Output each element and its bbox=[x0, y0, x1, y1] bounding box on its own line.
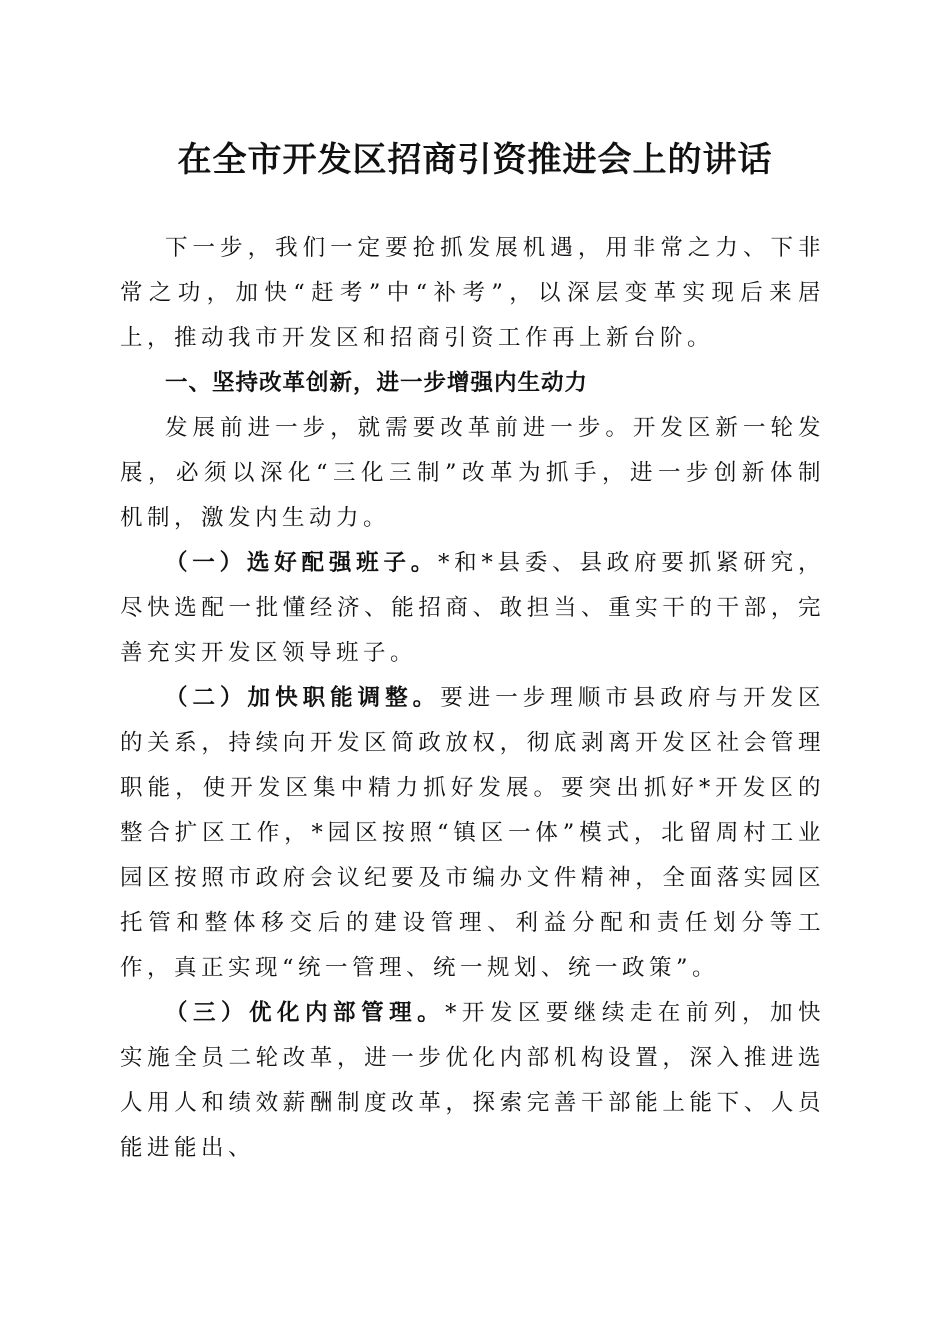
item-lead-1: （一）选好配强班子。 bbox=[165, 550, 439, 576]
item-paragraph-3 bbox=[120, 991, 825, 1171]
item-text-2: 要进一步理顺市县政府与开发区的关系，持续向开发区简政放权，彻底剥离开发区社会管理职能，使开发区集中精力抓好发展。要突出抓好*开发区的整合扩区工作，*园区按照“镇区一体”模式，北留周村工业园区按照市政府会议纪要及市编办文件精神，全面落实园区托管和整体移交后的建设管理、利益分配和责任划分等工作，真正实现“统一管理、统一规划、统一政策”。 bbox=[120, 685, 825, 981]
document-title: 在全市开发区招商引资推进会上的讲话 bbox=[177, 140, 773, 180]
document-body bbox=[120, 226, 825, 1171]
section-heading: 一、坚持改革创新，进一步增强内生动力 bbox=[165, 370, 589, 396]
item-paragraph-1 bbox=[120, 541, 825, 676]
item-lead-2: （二）加快职能调整。 bbox=[165, 685, 441, 711]
intro-paragraph: 下一步，我们一定要抢抓发展机遇，用非常之力、下非常之功，加快“赶考”中“补考”，以深层变革实现后来居上，推动我市开发区和招商引资工作再上新台阶。 bbox=[120, 235, 825, 351]
section-intro-paragraph: 发展前进一步，就需要改革前进一步。开发区新一轮发展，必须以深化“三化三制”改革为抓手，进一步创新体制机制，激发内生动力。 bbox=[120, 415, 825, 531]
item-paragraph-2 bbox=[120, 676, 825, 991]
item-lead-3: （三）优化内部管理。 bbox=[165, 1000, 446, 1026]
item-text-3: *开发区要继续走在前列，加快实施全员二轮改革，进一步优化内部机构设置，深入推进选人用人和绩效薪酬制度改革，探索完善干部能上能下、人员能进能出、 bbox=[120, 1000, 825, 1161]
item-text-1: *和*县委、县政府要抓紧研究，尽快选配一批懂经济、能招商、敢担当、重实干的干部，完善充实开发区领导班子。 bbox=[120, 550, 825, 666]
